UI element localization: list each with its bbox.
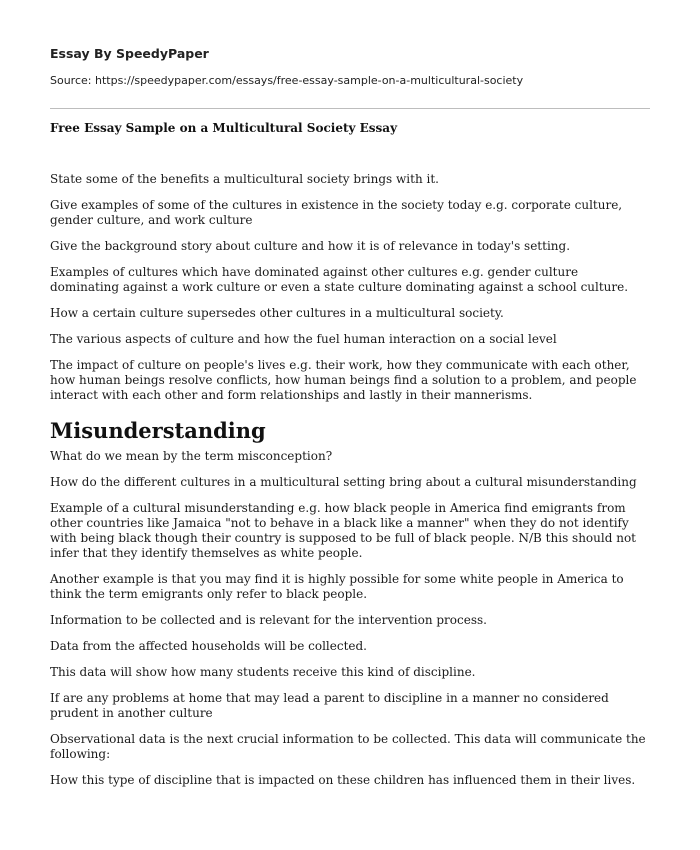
- paragraph: Example of a cultural misunderstanding e.g. how black people in America find emigrants from other countries like Jamaica "not to behave in a black like a manner" when they do not identify with being black though their country is supposed to be full of black people. N/B this should not infer that they identify themselves as white people.: [50, 501, 636, 560]
- paragraph: If are any problems at home that may lead a parent to discipline in a manner no considered prudent in another culture: [50, 691, 609, 720]
- paragraph: Examples of cultures which have dominated against other cultures e.g. gender culture dominating against a work culture or even a state culture dominating against a school culture.: [50, 265, 629, 294]
- paragraph: How a certain culture supersedes other cultures in a multicultural society.: [50, 306, 504, 320]
- paragraph: How do the different cultures in a multicultural setting bring about a cultural misunderstanding: [50, 475, 637, 489]
- paragraph: Give examples of some of the cultures in existence in the society today e.g. corporate culture, gender culture, and work culture: [50, 198, 623, 227]
- section-heading: Misunderstanding: [50, 418, 266, 443]
- source-line: Source: https://speedypaper.com/essays/free-essay-sample-on-a-multicultural-society: [50, 74, 524, 87]
- paragraph: Observational data is the next crucial information to be collected. This data will communicate the following:: [50, 732, 646, 761]
- paragraph: State some of the benefits a multicultural society brings with it.: [50, 172, 439, 186]
- paragraph: Information to be collected and is relevant for the intervention process.: [50, 613, 487, 627]
- paragraph: How this type of discipline that is impacted on these children has influenced them in their lives.: [50, 773, 636, 787]
- essay-title: Free Essay Sample on a Multicultural Society Essay: [50, 121, 398, 135]
- paragraph: Give the background story about culture and how it is of relevance in today's setting.: [50, 239, 571, 253]
- paragraph: This data will show how many students receive this kind of discipline.: [50, 665, 476, 679]
- paragraph: What do we mean by the term misconception?: [50, 449, 333, 463]
- essay-body: [50, 172, 650, 799]
- paragraph: The various aspects of culture and how the fuel human interaction on a social level: [50, 332, 557, 346]
- header-divider: [50, 108, 650, 109]
- brand-label: Essay By SpeedyPaper: [50, 46, 209, 61]
- paragraph: The impact of culture on people's lives e.g. their work, how they communicate with each other, how human beings resolve conflicts, how human beings find a solution to a problem, and people interact with each other and form relationships and lastly in their mannerisms.: [50, 358, 637, 402]
- paragraph: Another example is that you may find it is highly possible for some white people in America to think the term emigrants only refer to black people.: [50, 572, 624, 601]
- paragraph: Data from the affected households will be collected.: [50, 639, 367, 653]
